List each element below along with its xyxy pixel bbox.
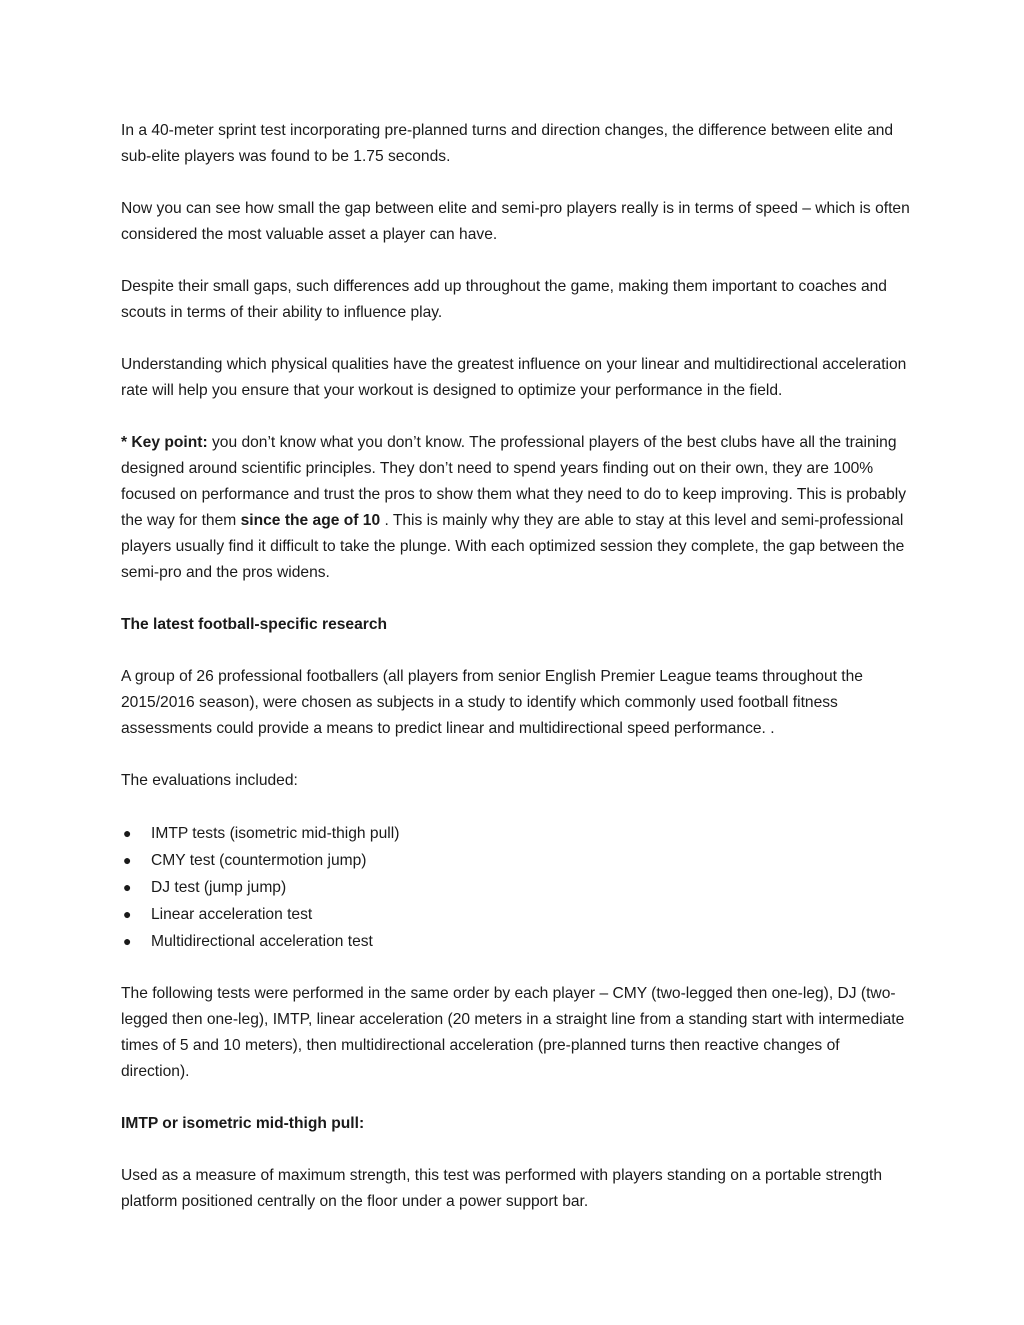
- key-point-text-before: you don’t know what you don’t know. The professional players of the best clubs have all the training designed around scientific principles. They don’t need to spend years finding out on their own, they are 100% focused on performance and trust the pros to show them what they need to do to keep improving. This is probably the way for them: [121, 434, 907, 529]
- list-item: [121, 928, 911, 955]
- imtp-body: Used as a measure of maximum strength, this test was performed with players standing on a portable strength platform positioned centrally on the floor under a power support bar.: [121, 1167, 882, 1210]
- list-item-text: Linear acceleration test: [151, 906, 313, 923]
- document-page: [121, 118, 911, 1215]
- list-item-text: IMTP tests (isometric mid-thigh pull): [151, 825, 400, 842]
- list-item: [121, 847, 911, 874]
- list-item: [121, 820, 911, 847]
- paragraph-key-point: [121, 430, 911, 586]
- paragraph-small-gaps: Despite their small gaps, such differences add up throughout the game, making them important to coaches and scouts in terms of their ability to influence play.: [121, 278, 887, 321]
- list-item: [121, 901, 911, 928]
- key-point-label: * Key point:: [121, 434, 208, 451]
- paragraph-speed-gap: Now you can see how small the gap between elite and semi-pro players really is in terms of speed – which is often considered the most valuable asset a player can have.: [121, 200, 910, 243]
- bullet-icon: ●: [123, 825, 132, 841]
- key-point-emphasis: since the age of 10: [240, 512, 381, 529]
- paragraph-tests-order: The following tests were performed in the same order by each player – CMY (two-legged then one-leg), DJ (two-legged then one-leg), IMTP, linear acceleration (20 meters in a straight line from a standing start with intermediate times of 5 and 10 meters), then multidirectional acceleration (pre-planned turns then reactive changes of direction).: [121, 985, 905, 1080]
- research-heading: The latest football-specific research: [121, 616, 388, 633]
- list-item-text: Multidirectional acceleration test: [151, 933, 373, 950]
- bullet-icon: ●: [123, 933, 132, 949]
- imtp-heading: IMTP or isometric mid-thigh pull:: [121, 1115, 365, 1132]
- research-body: A group of 26 professional footballers (all players from senior English Premier League teams throughout the 2015/2016 season), were chosen as subjects in a study to identify which commonly used football fitness assessments could provide a means to predict linear and multidirectional speed performance. .: [121, 668, 863, 737]
- paragraph-physical-qualities: Understanding which physical qualities have the greatest influence on your linear and multidirectional acceleration rate will help you ensure that your workout is designed to optimize your performance in the field.: [121, 356, 907, 399]
- list-item-text: DJ test (jump jump): [151, 879, 287, 896]
- bullet-icon: ●: [123, 879, 132, 895]
- evaluations-list: [121, 820, 911, 955]
- bullet-icon: ●: [123, 852, 132, 868]
- key-point-text-after: . This is mainly why they are able to stay at this level and semi-professional players usually find it difficult to take the plunge. With each optimized session they complete, the gap between the semi-pro and the pros widens.: [121, 512, 905, 581]
- bullet-icon: ●: [123, 906, 132, 922]
- list-item-text: CMY test (countermotion jump): [151, 852, 367, 869]
- list-item: [121, 874, 911, 901]
- paragraph-sprint-test: In a 40-meter sprint test incorporating pre-planned turns and direction changes, the difference between elite and sub-elite players was found to be 1.75 seconds.: [121, 122, 894, 165]
- evaluations-intro: The evaluations included:: [121, 772, 298, 789]
